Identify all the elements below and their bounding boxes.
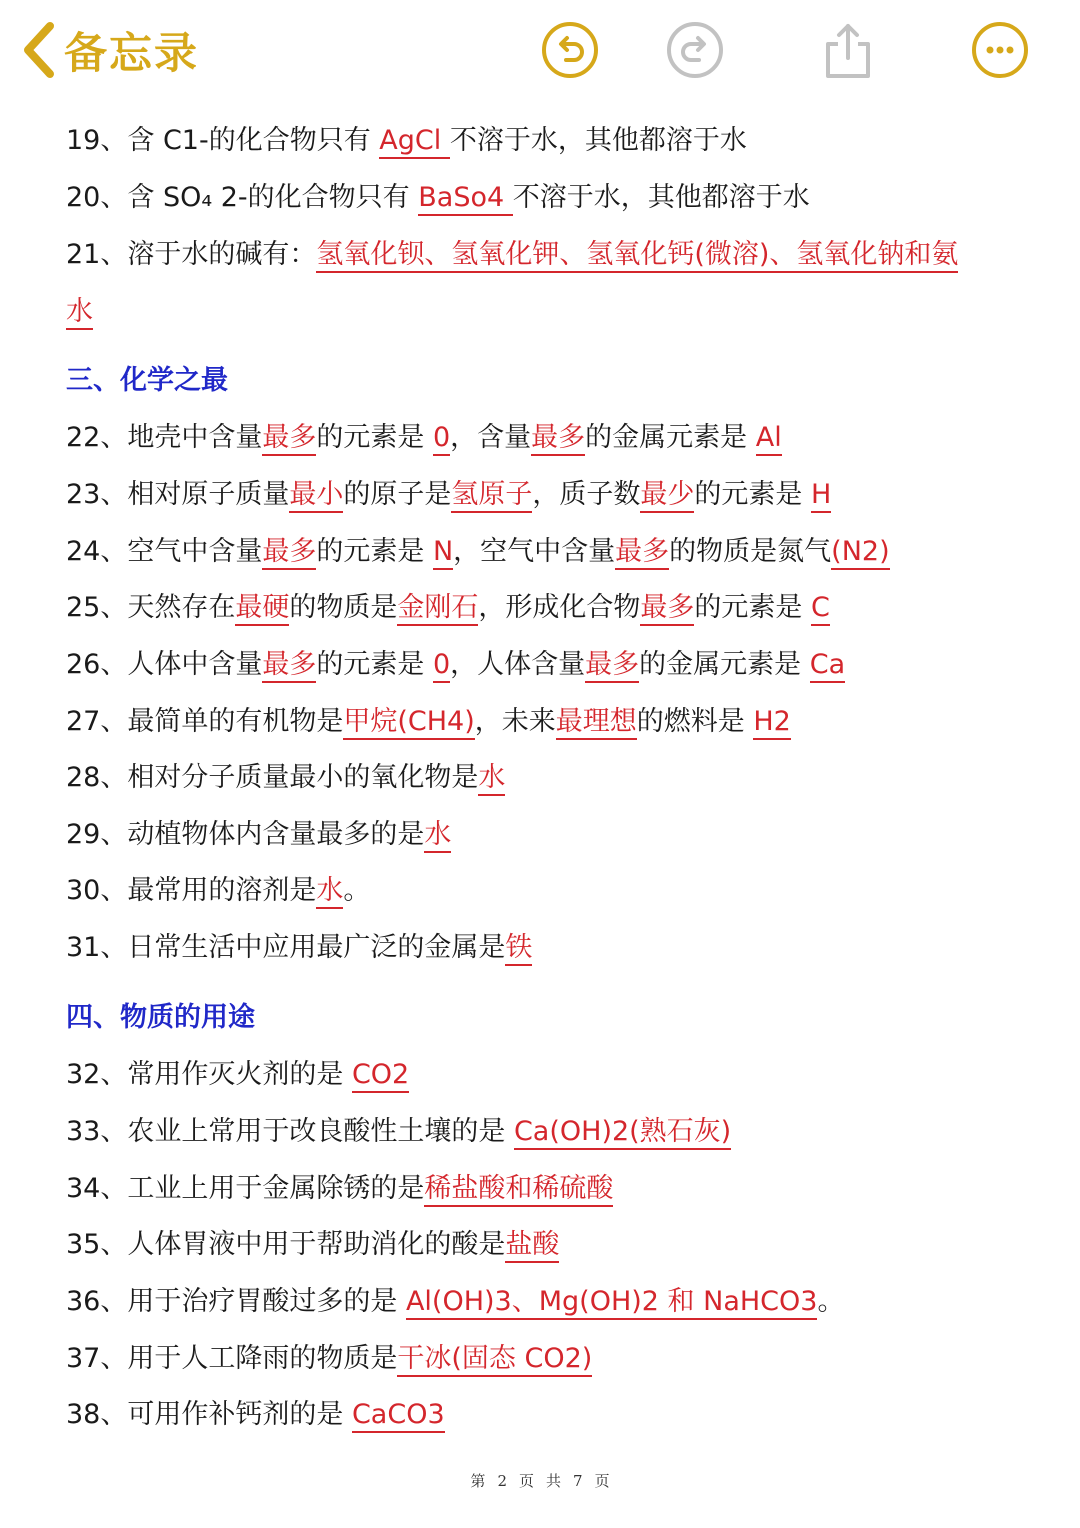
highlighted-answer: 最多 [615, 536, 669, 570]
more-icon [970, 20, 1030, 80]
highlighted-answer: 最多 [262, 649, 316, 683]
line-text: 30、最常用的溶剂是 [66, 875, 317, 906]
highlighted-answer: 水 [478, 762, 505, 796]
undo-icon [540, 20, 600, 80]
line-text: ，人体含量 [450, 649, 586, 680]
line-text: 的原子是 [343, 479, 452, 510]
line-text: ，未来 [474, 706, 556, 737]
line-text: 的燃料是 [636, 706, 754, 737]
top-toolbar [0, 0, 1080, 104]
line-text: 24、空气中含量 [66, 536, 263, 567]
line-text: 26、人体中含量 [66, 649, 263, 680]
highlighted-answer: 甲烷(CH4) [343, 706, 474, 740]
note-line [66, 1172, 1030, 1206]
highlighted-answer: (N2) [831, 536, 889, 570]
note-line [66, 1228, 1030, 1262]
share-button[interactable] [818, 20, 878, 80]
line-text: 的元素是 [316, 649, 433, 680]
highlighted-answer: 0 [433, 422, 450, 456]
note-line [66, 535, 1030, 569]
note-line [66, 818, 1030, 852]
chevron-left-icon [18, 20, 58, 80]
footer-prefix: 第 [470, 1472, 486, 1490]
line-text: 的元素是 [694, 479, 811, 510]
redo-icon [665, 20, 725, 80]
line-text: 的元素是 [694, 592, 811, 623]
footer-total: 7 [573, 1472, 583, 1490]
highlighted-answer: 最硬 [235, 592, 289, 626]
line-text: 32、常用作灭火剂的是 [66, 1059, 352, 1090]
footer-page: 2 [497, 1472, 507, 1490]
highlighted-answer: 最多 [585, 649, 639, 683]
highlighted-answer: 最小 [289, 479, 343, 513]
footer-mid1: 页 [518, 1472, 534, 1490]
note-line [66, 1285, 1030, 1319]
line-text: 的金属元素是 [639, 649, 810, 680]
footer-mid2: 共 [546, 1472, 562, 1490]
highlighted-answer: 氢原子 [451, 479, 532, 513]
line-text: 36、用于治疗胃酸过多的是 [66, 1286, 406, 1317]
line-text: 35、人体胃液中用于帮助消化的酸是 [66, 1229, 506, 1260]
note-line [66, 1115, 1030, 1149]
share-icon [818, 20, 878, 80]
line-text: 的金属元素是 [585, 422, 756, 453]
section-heading [66, 1001, 1030, 1035]
line-text: 的元素是 [316, 422, 433, 453]
undo-button[interactable] [540, 20, 600, 80]
note-line [66, 181, 1030, 215]
line-text: ，质子数 [532, 479, 641, 510]
more-button[interactable] [970, 20, 1030, 80]
line-text: 的物质是 [289, 592, 398, 623]
highlighted-answer: 最理想 [556, 706, 637, 740]
line-text: 22、地壳中含量 [66, 422, 263, 453]
highlighted-answer: C [811, 592, 830, 626]
note-line [66, 421, 1030, 455]
highlighted-answer: 稀盐酸和稀硫酸 [424, 1173, 613, 1207]
line-text: ，形成化合物 [478, 592, 641, 623]
page-indicator [0, 1470, 1080, 1491]
line-text: 33、农业上常用于改良酸性土壤的是 [66, 1116, 514, 1147]
footer-suffix: 页 [594, 1472, 610, 1490]
note-line [66, 124, 1030, 158]
note-line [66, 295, 1030, 329]
back-button[interactable] [18, 18, 199, 82]
line-text: 34、工业上用于金属除锈的是 [66, 1173, 425, 1204]
note-line [66, 478, 1030, 512]
note-line [66, 648, 1030, 682]
line-text: 不溶于水，其他都溶于水 [512, 182, 810, 213]
line-text: 21、溶于水的碱有： [66, 239, 317, 270]
highlighted-answer: H2 [753, 706, 790, 740]
highlighted-answer: 水 [316, 875, 343, 909]
back-label: 备忘录 [64, 28, 199, 79]
highlighted-answer: 最少 [640, 479, 694, 513]
highlighted-answer: Ca [810, 649, 845, 683]
highlighted-answer: N [433, 536, 453, 570]
line-text: 27、最简单的有机物是 [66, 706, 344, 737]
highlighted-answer: CO2 [352, 1059, 409, 1093]
highlighted-answer: 最多 [640, 592, 694, 626]
line-text: 28、相对分子质量最小的氧化物是 [66, 762, 479, 793]
line-text: 的物质是氮气 [669, 536, 832, 567]
highlighted-answer: 金刚石 [397, 592, 478, 626]
line-text: 三、化学之最 [66, 365, 228, 396]
highlighted-answer: 水 [424, 819, 451, 853]
note-line [66, 874, 1030, 908]
note-line [66, 238, 1030, 272]
line-text: 。 [343, 875, 371, 906]
note-line [66, 1398, 1030, 1432]
line-text: 25、天然存在 [66, 592, 236, 623]
highlighted-answer: 最多 [531, 422, 585, 456]
line-text: 31、日常生活中应用最广泛的金属是 [66, 932, 506, 963]
note-line [66, 761, 1030, 795]
note-line [66, 931, 1030, 965]
line-text: ，空气中含量 [453, 536, 616, 567]
highlighted-answer: 最多 [262, 422, 316, 456]
note-line [66, 1058, 1030, 1092]
highlighted-answer: Al(OH)3、Mg(OH)2 和 NaHCO3 [406, 1286, 818, 1320]
line-text: 29、动植物体内含量最多的是 [66, 819, 425, 850]
line-text: 38、可用作补钙剂的是 [66, 1399, 352, 1430]
highlighted-answer: 水 [66, 296, 93, 330]
highlighted-answer: 0 [433, 649, 450, 683]
line-text: 23、相对原子质量 [66, 479, 290, 510]
highlighted-answer: 最多 [262, 536, 316, 570]
line-text: 20、含 SO₄ 2-的化合物只有 [66, 182, 419, 213]
highlighted-answer: 盐酸 [505, 1229, 559, 1263]
highlighted-answer: H [811, 479, 831, 513]
highlighted-answer: 铁 [505, 932, 532, 966]
highlighted-answer: 氢氧化钡、氢氧化钾、氢氧化钙(微溶)、氢氧化钠和氨 [316, 239, 958, 273]
highlighted-answer: CaCO3 [352, 1399, 445, 1433]
line-text: 四、物质的用途 [66, 1002, 255, 1033]
line-text: 的元素是 [316, 536, 433, 567]
highlighted-answer: AgCl [379, 125, 450, 159]
note-line [66, 705, 1030, 739]
line-text: 。 [817, 1286, 845, 1317]
redo-button[interactable] [665, 20, 725, 80]
line-text: 不溶于水，其他都溶于水 [449, 125, 747, 156]
highlighted-answer: 干冰(固态 CO2) [397, 1343, 592, 1377]
note-line [66, 591, 1030, 625]
line-text: 19、含 C1-的化合物只有 [66, 125, 380, 156]
highlighted-answer: BaSo4 [418, 182, 513, 216]
section-heading [66, 364, 1030, 398]
line-text: ，含量 [450, 422, 532, 453]
highlighted-answer: Al [756, 422, 782, 456]
highlighted-answer: Ca(OH)2(熟石灰) [514, 1116, 731, 1150]
line-text: 37、用于人工降雨的物质是 [66, 1343, 398, 1374]
note-line [66, 1342, 1030, 1376]
